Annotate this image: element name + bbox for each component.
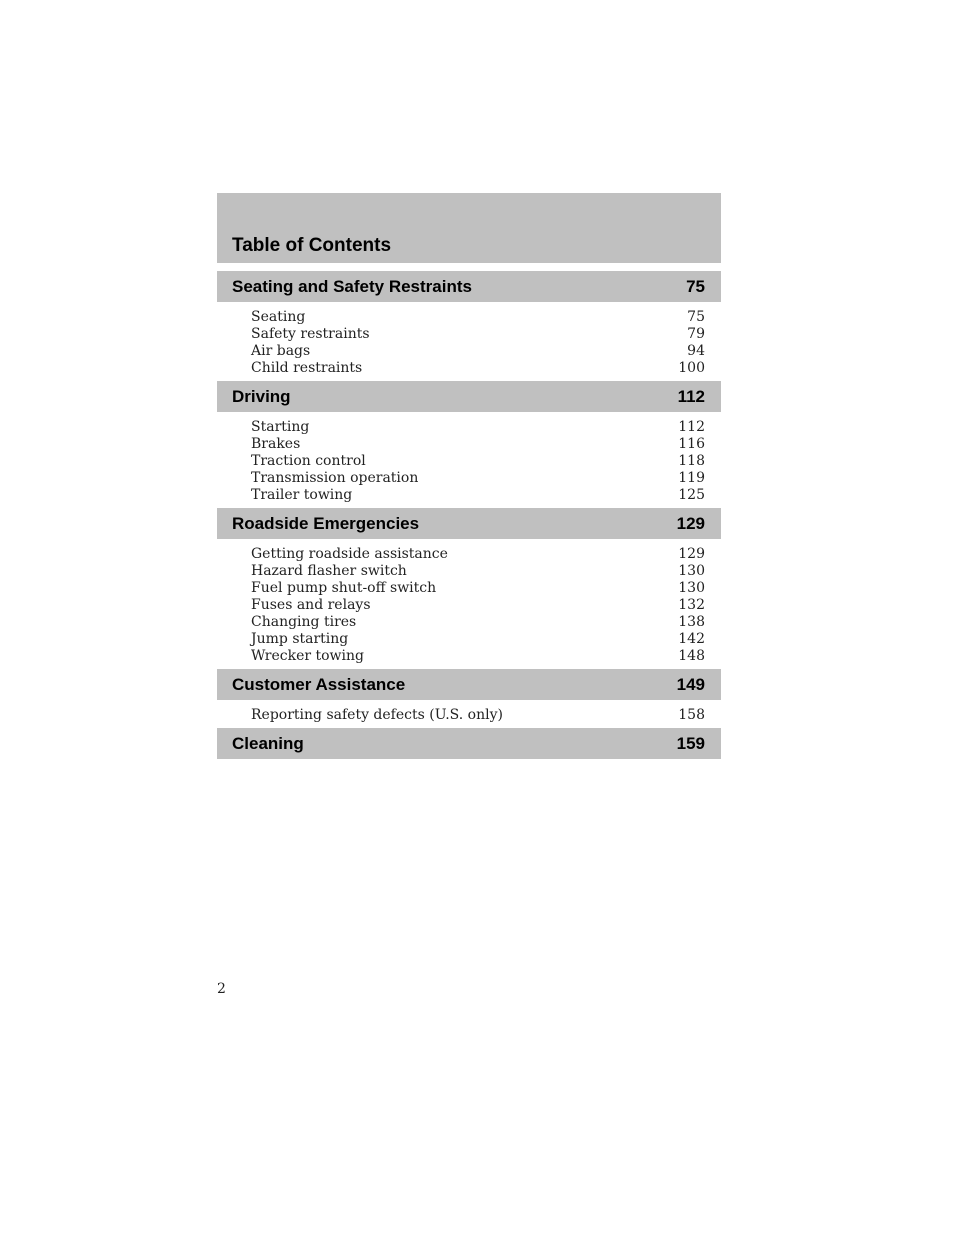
section-header-roadside-emergencies[interactable] <box>217 508 721 539</box>
section-page-number: 75 <box>686 276 705 296</box>
entry-page-number: 79 <box>687 326 705 342</box>
entry-label: Child restraints <box>251 360 363 376</box>
entry-label: Fuses and relays <box>251 597 371 613</box>
entry-label: Transmission operation <box>251 470 419 486</box>
entry-page-number: 129 <box>678 546 705 562</box>
toc-entry[interactable] <box>251 470 705 487</box>
section-title: Cleaning <box>232 733 304 753</box>
section-header-customer-assistance[interactable] <box>217 669 721 700</box>
section-header-cleaning[interactable] <box>217 728 721 759</box>
page-number: 2 <box>217 981 226 997</box>
section-page-number: 112 <box>677 386 705 406</box>
entry-page-number: 130 <box>678 580 705 596</box>
section-page-number: 149 <box>676 674 705 694</box>
toc-entry[interactable] <box>251 436 705 453</box>
entry-label: Traction control <box>251 453 366 469</box>
entry-label: Hazard flasher switch <box>251 563 407 579</box>
entry-label: Air bags <box>251 343 311 359</box>
toc-entry[interactable] <box>251 631 705 648</box>
entry-page-number: 75 <box>687 309 705 325</box>
toc-entry[interactable] <box>251 597 705 614</box>
entry-page-number: 118 <box>678 453 705 469</box>
entry-page-number: 94 <box>687 343 705 359</box>
entry-page-number: 116 <box>678 436 705 452</box>
toc-entry[interactable] <box>251 546 705 563</box>
section-entries <box>217 412 721 508</box>
section-page-number: 159 <box>676 733 705 753</box>
toc-entry[interactable] <box>251 309 705 326</box>
entry-label: Jump starting <box>251 631 349 647</box>
table-of-contents <box>217 193 721 759</box>
section-title: Roadside Emergencies <box>232 513 420 533</box>
section-entries <box>217 302 721 381</box>
toc-entry[interactable] <box>251 326 705 343</box>
entry-label: Wrecker towing <box>251 648 364 664</box>
section-title: Driving <box>232 386 291 406</box>
entry-page-number: 125 <box>678 487 705 503</box>
entry-page-number: 138 <box>678 614 705 630</box>
toc-entry[interactable] <box>251 419 705 436</box>
entry-label: Fuel pump shut-off switch <box>251 580 437 596</box>
section-header-driving[interactable] <box>217 381 721 412</box>
section-title: Seating and Safety Restraints <box>232 276 472 296</box>
toc-title-bar <box>217 193 721 263</box>
entry-page-number: 119 <box>678 470 705 486</box>
entry-label: Reporting safety defects (U.S. only) <box>251 707 503 723</box>
entry-page-number: 112 <box>678 419 705 435</box>
entry-page-number: 148 <box>678 648 705 664</box>
toc-entry[interactable] <box>251 707 705 724</box>
entry-label: Seating <box>251 309 306 325</box>
entry-label: Trailer towing <box>251 487 353 503</box>
section-header-seating-and-safety-restraints[interactable] <box>217 271 721 302</box>
toc-entry[interactable] <box>251 453 705 470</box>
toc-entry[interactable] <box>251 614 705 631</box>
toc-entry[interactable] <box>251 343 705 360</box>
entry-label: Safety restraints <box>251 326 370 342</box>
entry-page-number: 100 <box>678 360 705 376</box>
entry-page-number: 158 <box>678 707 705 723</box>
toc-entry[interactable] <box>251 360 705 377</box>
section-entries <box>217 700 721 728</box>
toc-entry[interactable] <box>251 487 705 504</box>
entry-label: Starting <box>251 419 310 435</box>
entry-page-number: 132 <box>678 597 705 613</box>
entry-label: Changing tires <box>251 614 357 630</box>
entry-page-number: 142 <box>678 631 705 647</box>
entry-page-number: 130 <box>678 563 705 579</box>
entry-label: Brakes <box>251 436 301 452</box>
section-title: Customer Assistance <box>232 674 406 694</box>
toc-entry[interactable] <box>251 580 705 597</box>
page-title: Table of Contents <box>232 235 392 256</box>
section-page-number: 129 <box>676 513 705 533</box>
toc-entry[interactable] <box>251 648 705 665</box>
toc-entry[interactable] <box>251 563 705 580</box>
entry-label: Getting roadside assistance <box>251 546 448 562</box>
section-entries <box>217 539 721 669</box>
